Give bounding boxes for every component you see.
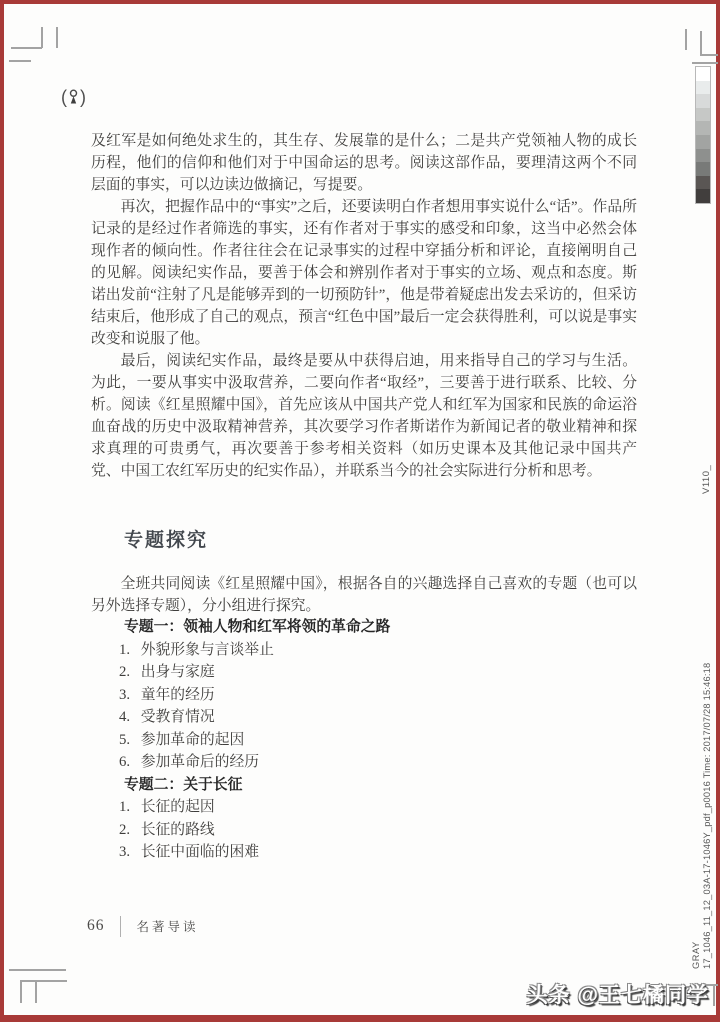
- grayscale-step: [696, 108, 710, 122]
- grayscale-step: [696, 67, 710, 81]
- grayscale-step: [696, 189, 710, 203]
- topic-item-number: 6.: [119, 754, 131, 770]
- paragraph: 及红军是如何绝处求生的，其生存、发展靠的是什么；二是共产党领袖人物的成长历程，他们的信仰和他们对于中国命运的思考。阅读这部作品，要理清这两个不同层面的事实，可以边读边做摘记，写提要。: [91, 133, 637, 193]
- print-code-file: 17_1046_11_12_03A-17-1046Y_pdf_p0016 Time: 2017/07/28 15:46:18: [702, 662, 712, 969]
- section-intro: 全班共同阅读《红星照耀中国》，根据各自的兴趣选择自己喜欢的专题（也可以另外选择专题），分小组进行探究。: [91, 576, 637, 614]
- crop-mark: [700, 54, 718, 56]
- paragraph: 再次，把握作品中的“事实”之后，还要读明白作者想用事实说什么“话”。作品所记录的是经过作者筛选的事实，还有作者对于事实的感受和印象，这当中必然会体现作者的倾向性。作者往往会在记录事实的过程中穿插分析和评论，直接阐明自己的见解。阅读纪实作品，要善于体会和辨别作者对于事实的立场、观点和态度。斯诺出发前“注射了凡是能够弄到的一切预防针”，他是带着疑虑出发去采访的，但采访结束后，他形成了自己的观点，预言“红色中国”最后一定会获得胜利，可以说是事实改变和说服了他。: [91, 199, 637, 347]
- grayscale-step: [696, 121, 710, 135]
- topic-item: [91, 684, 637, 707]
- grayscale-step: [696, 135, 710, 149]
- crop-mark: [700, 31, 702, 55]
- crop-mark: [692, 62, 718, 64]
- crop-mark: [20, 980, 22, 1003]
- print-code-gray: GRAY: [691, 941, 701, 969]
- footer-divider: [120, 916, 121, 937]
- topic-item: [91, 639, 637, 662]
- topic-list: [91, 616, 637, 864]
- topic-item-label: 长征的路线: [137, 821, 215, 838]
- topic-item-label: 受教育情况: [137, 709, 215, 725]
- topic-item-label: 长征的起因: [137, 799, 215, 815]
- topic-item: [91, 661, 637, 684]
- topic-item-number: 3.: [119, 686, 131, 703]
- topic-item-number: 2.: [119, 664, 131, 680]
- crop-mark: [685, 29, 687, 50]
- topic-item-number: 4.: [119, 709, 131, 725]
- crop-mark: [56, 27, 58, 48]
- toutiao-watermark: 头条 @王七橘同学: [526, 984, 709, 1007]
- topic-item-label: 参加革命的起因: [137, 731, 245, 748]
- topic-item: [91, 819, 637, 842]
- topic-item-label: 参加革命后的经历: [137, 754, 260, 770]
- topic-item-number: 1.: [119, 641, 131, 658]
- topic-item-number: 3.: [119, 844, 131, 860]
- crop-mark: [41, 27, 43, 48]
- body-paragraphs: [91, 130, 637, 482]
- topic-item-label: 外貌形象与言谈举止: [137, 641, 274, 658]
- topic-item-label: 童年的经历: [137, 686, 215, 703]
- crop-mark: [11, 47, 42, 49]
- footer-section-label: 名著导读: [136, 920, 199, 934]
- grayscale-step: [696, 94, 710, 108]
- crop-mark: [35, 980, 37, 1003]
- topic-item-number: 1.: [119, 799, 131, 815]
- person-icon: [68, 89, 79, 105]
- crop-mark: [713, 984, 715, 1006]
- topic-item-label: 出身与家庭: [137, 664, 215, 680]
- topic-title: 专题二：关于长征: [124, 776, 243, 793]
- print-code-version: V110_: [701, 464, 712, 494]
- grayscale-step: [696, 162, 710, 176]
- topic-item: [91, 729, 637, 752]
- grayscale-calibration-bar: [695, 66, 711, 204]
- topic-item-label: 长征中面临的困难: [137, 844, 260, 860]
- topic-item: [91, 841, 637, 864]
- logo-left-paren: (: [61, 87, 67, 107]
- topic-item-number: 5.: [119, 731, 131, 748]
- crop-mark: [9, 969, 66, 971]
- topic-item: [91, 706, 637, 729]
- grayscale-step: [696, 81, 710, 95]
- paragraph: 最后，阅读纪实作品，最终是要从中获得启迪，用来指导自己的学习与生活。为此，一要从事实中汲取营养，二要向作者“取经”，三要善于进行联系、比较、分析。阅读《红星照耀中国》，首先应该从中国共产党人和红军为国家和民族的命运浴血奋战的历史中汲取精神营养，其次要学习作者斯诺作为新闻记者的敬业精神和探求真理的可贵勇气，再次要善于参考相关资料（如历史课本及其他记录中国共产党、中国工农红军历史的纪实作品），并联系当今的社会实际进行分析和思考。: [91, 353, 637, 479]
- topic-item: [91, 751, 637, 774]
- page-footer: [87, 914, 199, 938]
- topic-item: [91, 796, 637, 819]
- grayscale-step: [696, 149, 710, 163]
- reading-unit-logo-icon: [61, 85, 91, 109]
- section-heading: 专题探究: [124, 530, 209, 551]
- page-number: 66: [87, 917, 105, 934]
- crop-mark: [9, 60, 31, 62]
- topic-item-number: 2.: [119, 821, 131, 838]
- grayscale-step: [696, 176, 710, 190]
- crop-mark: [20, 980, 67, 982]
- logo-right-paren: ): [80, 87, 86, 107]
- topic-title: 专题一：领袖人物和红军将领的革命之路: [124, 619, 391, 635]
